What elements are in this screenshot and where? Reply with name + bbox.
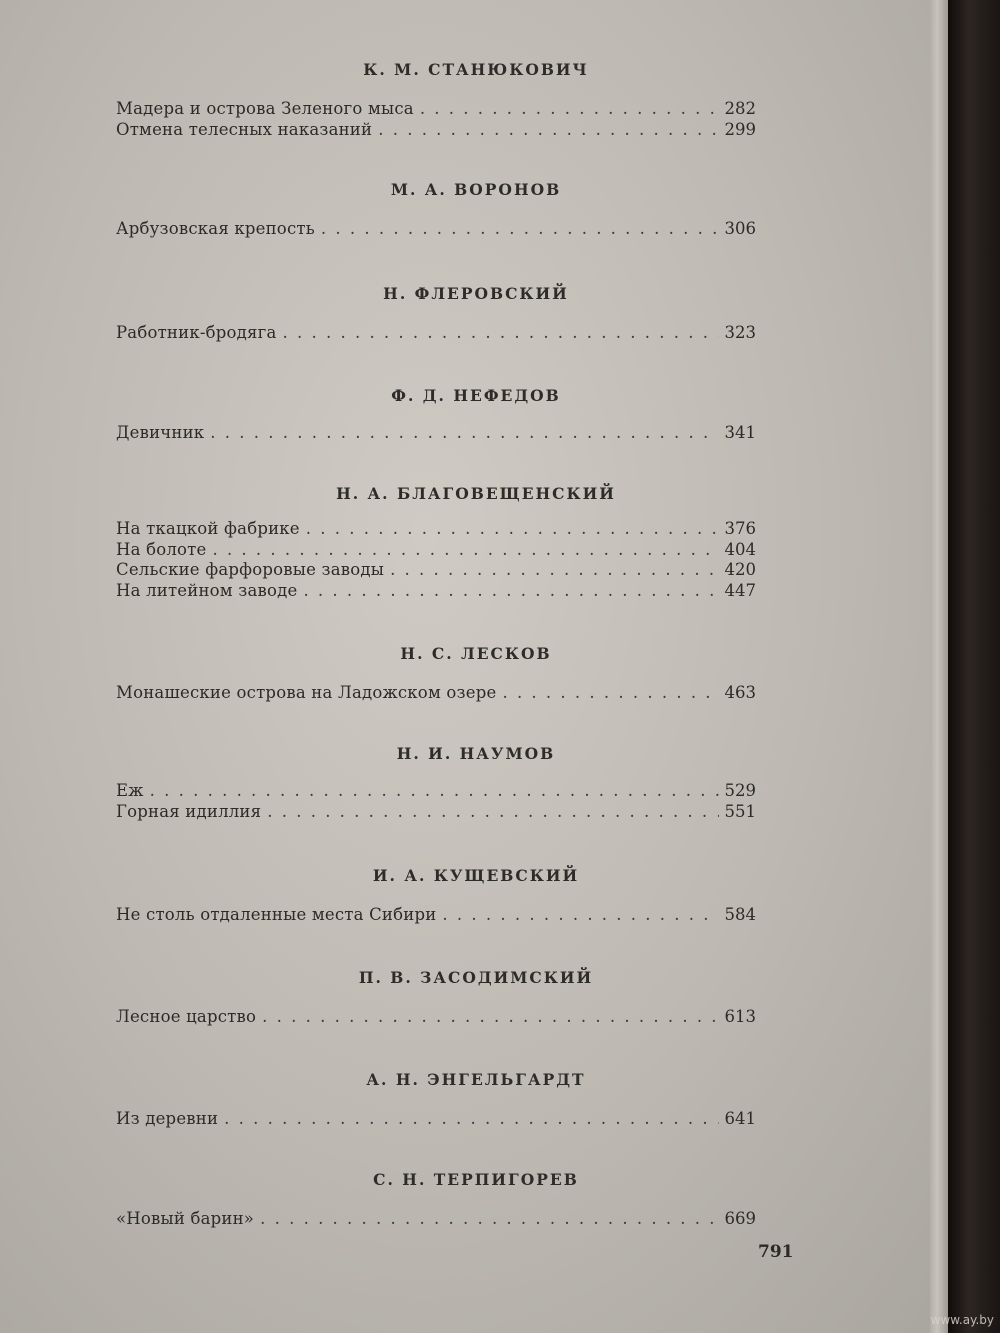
entry-list: [116, 781, 756, 822]
author-heading: Н. С. ЛЕСКОВ: [400, 644, 552, 663]
entry-list: [116, 519, 756, 601]
entry-page-number: 306: [724, 219, 756, 238]
toc-section: [116, 644, 756, 704]
entry-page-number: 669: [724, 1209, 756, 1228]
entry-title: Арбузовская крепость: [116, 219, 315, 238]
author-heading: И. А. КУЩЕВСКИЙ: [372, 866, 580, 885]
toc-section: [116, 744, 756, 822]
toc-section: [116, 1170, 756, 1230]
entry-list: [116, 683, 756, 704]
dot-leader: [224, 1109, 718, 1130]
dot-leader: [378, 120, 718, 141]
entry-title: Горная идиллия: [116, 801, 262, 821]
toc-entry: [116, 1209, 756, 1230]
entry-title: Сельские фарфоровые заводы: [116, 560, 385, 579]
toc-entry: [116, 905, 756, 926]
entry-page-number: 299: [724, 119, 756, 139]
author-heading: Н. ФЛЕРОВСКИЙ: [383, 284, 569, 303]
dot-leader: [442, 905, 718, 926]
dot-leader: [267, 802, 718, 823]
dot-leader: [390, 560, 718, 581]
entry-title: На ткацкой фабрике: [116, 519, 300, 538]
author-heading: С. Н. ТЕРПИГОРЕВ: [373, 1170, 579, 1189]
entry-page-number: 551: [724, 801, 756, 821]
author-heading: Н. А. БЛАГОВЕЩЕНСКИЙ: [336, 484, 616, 503]
entry-title: Из деревни: [116, 1109, 219, 1128]
dot-leader: [283, 323, 719, 344]
page-edge: [930, 0, 948, 1333]
toc-entry: [116, 683, 756, 704]
entry-page-number: 463: [724, 683, 756, 702]
entry-page-number: 529: [724, 781, 756, 800]
entry-title: Работник-бродяга: [116, 323, 277, 342]
entry-title: Девичник: [116, 423, 205, 442]
toc-entry: [116, 323, 756, 344]
toc-entry: [116, 519, 756, 540]
page-folio-number: 791: [758, 1242, 794, 1262]
entry-page-number: 376: [724, 519, 756, 538]
dot-leader: [420, 99, 719, 120]
toc-entry: [116, 423, 756, 444]
toc-entry: [116, 540, 756, 561]
entry-list: [116, 905, 756, 926]
toc-section: [116, 180, 756, 240]
entry-title: На литейном заводе: [116, 580, 298, 600]
toc-entry: [116, 1109, 756, 1130]
book-spine: [948, 0, 1000, 1333]
toc-entry: [116, 1007, 756, 1028]
entry-list: [116, 1209, 756, 1230]
author-heading: Ф. Д. НЕФЕДОВ: [391, 386, 561, 405]
toc-entry: [116, 781, 756, 802]
author-heading: П. В. ЗАСОДИМСКИЙ: [358, 968, 594, 987]
entry-title: Лесное царство: [116, 1007, 257, 1026]
toc-section: [116, 1070, 756, 1130]
entry-page-number: 341: [724, 423, 756, 442]
toc-section: [116, 60, 756, 140]
toc-section: [116, 284, 756, 344]
entry-list: [116, 423, 756, 444]
dot-leader: [262, 1007, 718, 1028]
entry-list: [116, 99, 756, 140]
dot-leader: [306, 519, 719, 540]
entry-page-number: 420: [724, 560, 756, 579]
toc-entry: [116, 99, 756, 120]
dot-leader: [502, 683, 718, 704]
toc-entry: [116, 802, 756, 823]
entry-title: Мадера и острова Зеленого мыса: [116, 99, 414, 118]
entry-page-number: 404: [724, 539, 756, 559]
author-heading: Н. И. НАУМОВ: [396, 744, 556, 763]
dot-leader: [212, 540, 718, 561]
entry-page-number: 323: [724, 323, 756, 342]
entry-page-number: 282: [724, 99, 756, 118]
toc-section: [116, 484, 756, 601]
dot-leader: [303, 581, 718, 602]
dot-leader: [321, 219, 719, 240]
toc-entry: [116, 219, 756, 240]
author-heading: М. А. ВОРОНОВ: [390, 180, 562, 199]
dot-leader: [260, 1209, 718, 1230]
entry-title: Монашеские острова на Ладожском озере: [116, 683, 497, 702]
toc-entry: [116, 560, 756, 581]
site-watermark: www.ay.by: [930, 1313, 994, 1327]
author-heading: К. М. СТАНЮКОВИЧ: [363, 60, 589, 79]
toc-entry: [116, 581, 756, 602]
dot-leader: [210, 423, 718, 444]
entry-title: «Новый барин»: [116, 1209, 255, 1228]
entry-title: Отмена телесных наказаний: [116, 119, 373, 139]
toc-section: [116, 386, 756, 444]
entry-page-number: 641: [724, 1109, 756, 1128]
entry-title: На болоте: [116, 539, 207, 559]
entry-list: [116, 323, 756, 344]
entry-page-number: 584: [724, 905, 756, 924]
entry-title: Еж: [116, 781, 144, 800]
entry-list: [116, 219, 756, 240]
entry-list: [116, 1007, 756, 1028]
author-heading: А. Н. ЭНГЕЛЬГАРДТ: [366, 1070, 586, 1089]
toc-section: [116, 968, 756, 1028]
toc-entry: [116, 120, 756, 141]
entry-list: [116, 1109, 756, 1130]
toc-section: [116, 866, 756, 926]
dot-leader: [150, 781, 719, 802]
entry-title: Не столь отдаленные места Сибири: [116, 905, 437, 924]
entry-page-number: 613: [724, 1007, 756, 1026]
entry-page-number: 447: [724, 580, 756, 600]
